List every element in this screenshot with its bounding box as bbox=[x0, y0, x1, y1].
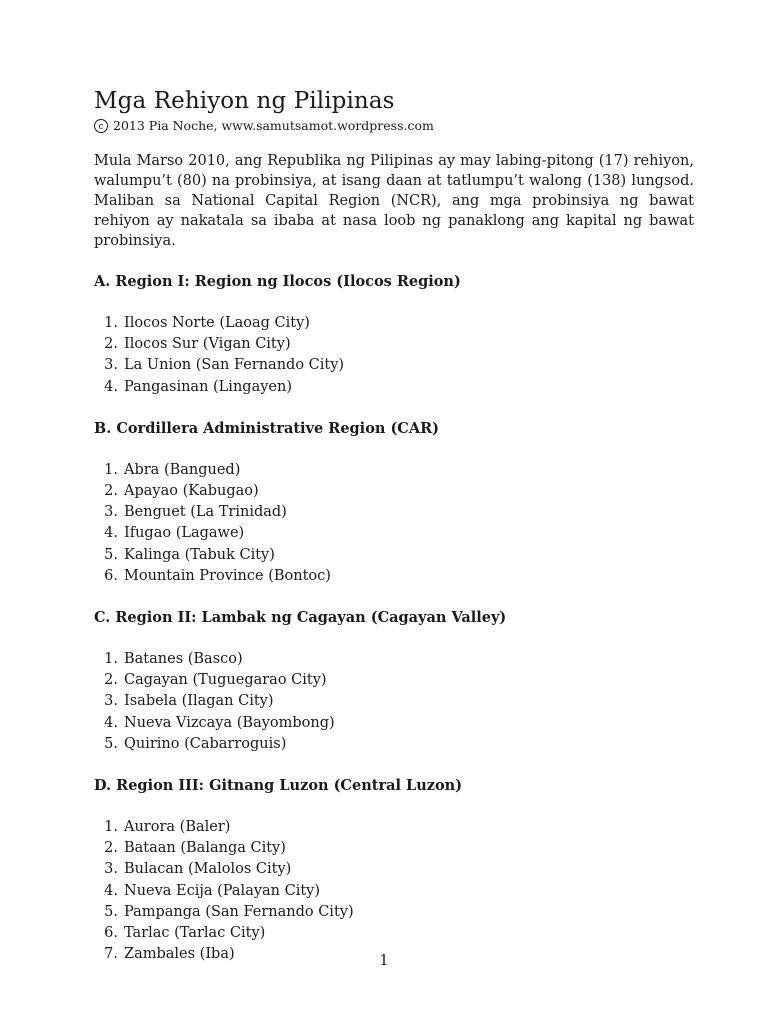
list-item-text: Ilocos Sur (Vigan City) bbox=[124, 336, 291, 353]
list-item-text: Benguet (La Trinidad) bbox=[124, 504, 287, 521]
list-item-text: Ifugao (Lagawe) bbox=[124, 525, 245, 542]
list-item bbox=[94, 902, 694, 923]
list-item-text: Batanes (Basco) bbox=[124, 651, 243, 668]
list-item-text: Tarlac (Tarlac City) bbox=[124, 925, 266, 942]
list-item bbox=[94, 649, 694, 670]
list-item bbox=[94, 734, 694, 755]
list-item bbox=[94, 566, 694, 587]
list-item-text: Isabela (Ilagan City) bbox=[124, 693, 274, 710]
list-item bbox=[94, 334, 694, 355]
list-item-number: 6. bbox=[104, 567, 118, 584]
list-item-number: 5. bbox=[104, 546, 118, 563]
list-item-text: La Union (San Fernando City) bbox=[124, 357, 345, 374]
list-item bbox=[94, 377, 694, 398]
list-item-text: Kalinga (Tabuk City) bbox=[124, 546, 275, 563]
list-item bbox=[94, 670, 694, 691]
list-item bbox=[94, 691, 694, 712]
list-item-number: 4. bbox=[104, 525, 118, 542]
list-item bbox=[94, 460, 694, 481]
list-item-number: 1. bbox=[104, 819, 118, 836]
intro-paragraph: Mula Marso 2010, ang Republika ng Pilipinas ay may labing-pitong (17) rehiyon, walumpu’t (80) na probinsiya, at isang daan at tatlumpu’t walong (138) lungsod. Maliban sa National Capital Region (NCR), ang mga probinsiya ng bawat rehiyon ay nakatala sa ibaba at nasa loob ng panaklong ang kapital ng bawat probinsiya. bbox=[94, 153, 694, 249]
list-item-number: 2. bbox=[104, 483, 118, 500]
document-title: Mga Rehiyon ng Pilipinas bbox=[94, 88, 395, 114]
list-item bbox=[94, 838, 694, 859]
list-item-text: Nueva Vizcaya (Bayombong) bbox=[124, 714, 335, 731]
list-item-number: 4. bbox=[104, 714, 118, 731]
province-list bbox=[94, 649, 694, 755]
list-item-number: 4. bbox=[104, 882, 118, 899]
list-item-text: Pangasinan (Lingayen) bbox=[124, 378, 292, 395]
list-item bbox=[94, 355, 694, 376]
list-item-number: 1. bbox=[104, 461, 118, 478]
list-item bbox=[94, 313, 694, 334]
list-item-text: Zambales (Iba) bbox=[124, 946, 235, 963]
list-item-text: Mountain Province (Bontoc) bbox=[124, 567, 331, 584]
list-item-number: 5. bbox=[104, 903, 118, 920]
section-heading: B. Cordillera Administrative Region (CAR) bbox=[94, 419, 440, 437]
sections-container bbox=[94, 272, 694, 965]
list-item bbox=[94, 545, 694, 566]
province-list bbox=[94, 460, 694, 587]
list-item-text: Ilocos Norte (Laoag City) bbox=[124, 315, 310, 331]
list-item-text: Nueva Ecija (Palayan City) bbox=[124, 882, 321, 899]
document-page bbox=[94, 86, 694, 965]
section-heading: C. Region II: Lambak ng Cagayan (Cagayan Valley) bbox=[94, 609, 507, 627]
list-item-number: 2. bbox=[104, 840, 118, 857]
list-item-number: 3. bbox=[104, 861, 118, 878]
list-item-text: Bataan (Balanga City) bbox=[124, 840, 286, 857]
list-item-number: 5. bbox=[104, 735, 118, 752]
list-item-number: 7. bbox=[104, 946, 118, 963]
list-item bbox=[94, 502, 694, 523]
list-item-number: 3. bbox=[104, 504, 118, 521]
list-item-number: 3. bbox=[104, 357, 118, 374]
list-item bbox=[94, 859, 694, 880]
province-list bbox=[94, 817, 694, 965]
list-item-text: Apayao (Kabugao) bbox=[124, 483, 259, 500]
list-item-text: Cagayan (Tuguegarao City) bbox=[124, 672, 327, 689]
section-heading: A. Region I: Region ng Ilocos (Ilocos Region) bbox=[94, 273, 461, 290]
list-item-text: Abra (Bangued) bbox=[124, 461, 241, 478]
list-item-number: 3. bbox=[104, 693, 118, 710]
list-item bbox=[94, 923, 694, 944]
list-item-text: Aurora (Baler) bbox=[124, 819, 231, 836]
list-item-text: Pampanga (San Fernando City) bbox=[124, 903, 354, 920]
copyright-line bbox=[94, 118, 694, 134]
copyright-text: 2013 Pia Noche, www.samutsamot.wordpress.com bbox=[113, 118, 434, 133]
list-item bbox=[94, 481, 694, 502]
list-item-text: Quirino (Cabarroguis) bbox=[124, 735, 287, 752]
list-item-text: Bulacan (Malolos City) bbox=[124, 861, 292, 878]
list-item-number: 4. bbox=[104, 378, 118, 395]
list-item-number: 1. bbox=[104, 315, 118, 331]
list-item bbox=[94, 713, 694, 734]
list-item-number: 2. bbox=[104, 336, 118, 353]
province-list bbox=[94, 313, 694, 398]
copyright-icon: c bbox=[94, 119, 108, 133]
list-item-number: 1. bbox=[104, 651, 118, 668]
list-item bbox=[94, 881, 694, 902]
section-heading: D. Region III: Gitnang Luzon (Central Luzon) bbox=[94, 777, 463, 795]
page-number: 1 bbox=[379, 953, 389, 969]
list-item bbox=[94, 523, 694, 544]
list-item bbox=[94, 817, 694, 838]
list-item-number: 2. bbox=[104, 672, 118, 689]
list-item-number: 6. bbox=[104, 925, 118, 942]
